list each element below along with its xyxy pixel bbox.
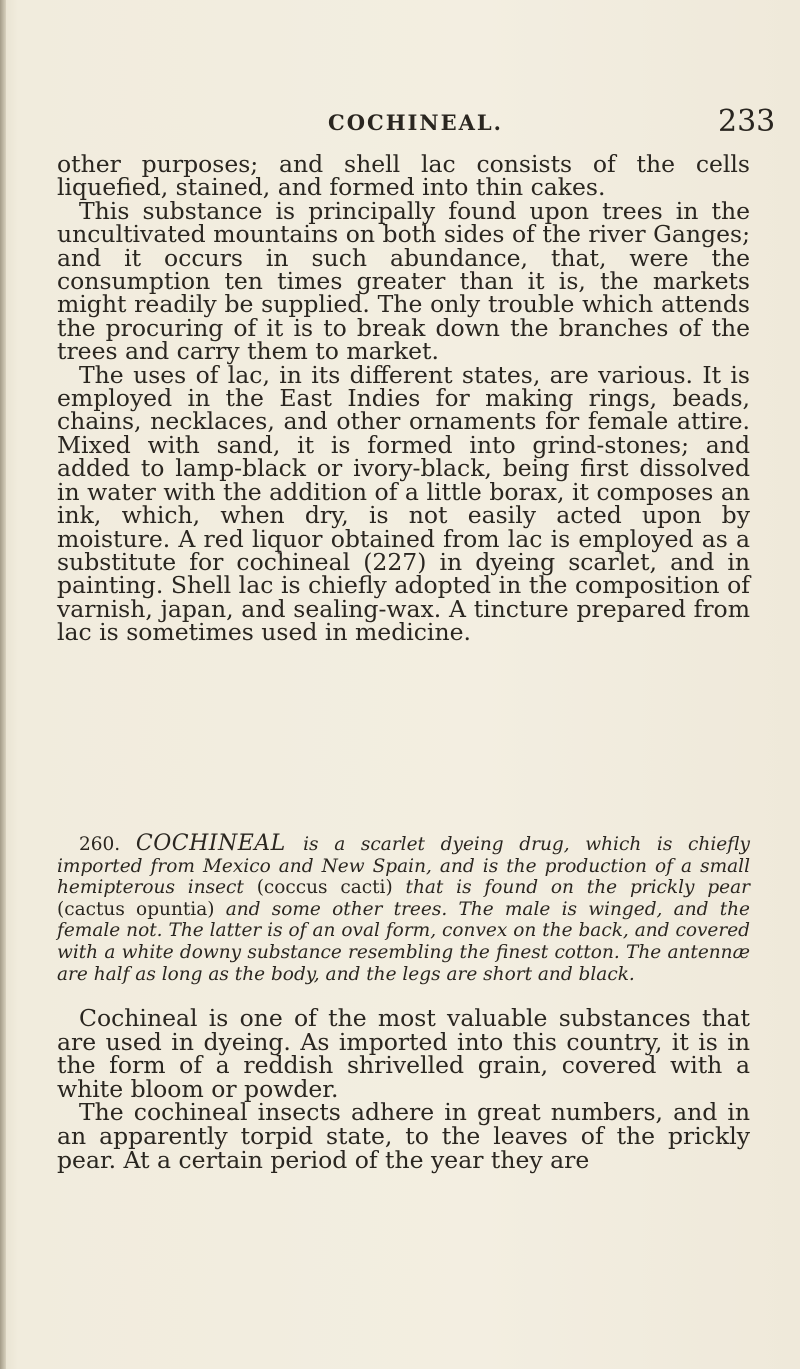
paragraph-cochineal-insects: The cochineal insects adhere in great numbers, and in an apparently torpid state, to the leaves of the prickly pear. At a certain period of the year they are bbox=[57, 1098, 750, 1174]
page-header bbox=[0, 104, 800, 140]
article-heading: COCHINEAL bbox=[135, 831, 304, 856]
page-number: 233 bbox=[718, 104, 776, 139]
article-latin-insect: (coccus cacti) bbox=[256, 877, 406, 899]
article-latin-plant: (cactus opuntia) bbox=[57, 898, 226, 920]
page-binding-edge bbox=[0, 0, 6, 1369]
article-text-1: is a scarlet dyeing drug, which is chiefly imported from Mexico and New Spain, and is the production of a small hemipterous insect bbox=[57, 834, 750, 899]
paragraph-lac-source: This substance is principally found upon trees in the uncultivated mountains on both sides of the river Ganges; and it occurs in such abundance, that, were the consumption ten times greater than it is, the markets might readily be supplied. The only trouble which attends the procuring of it is to break down the branches of the trees and carry them to market. bbox=[57, 196, 750, 366]
paragraph-lac-uses: The uses of lac, in its different states, are various. It is employed in the East Indies for making rings, beads, chains, necklaces, and other ornaments for female attire. Mixed with sand, it is formed into grind-stones; and added to lamp-black or ivory-black, being first dissolved in water with the addition of a little borax, it composes an ink, which, when dry, is not easily acted upon by moisture. A red liquor obtained from lac is employed as a substitute for cochineal (227) in dyeing scarlet, and in painting. Shell lac is chiefly adopted in the composition of varnish, japan, and sealing-wax. A tincture prepared from lac is sometimes used in medicine. bbox=[57, 360, 750, 647]
body-text-bottom bbox=[57, 1004, 750, 1174]
paragraph-continuation: other purposes; and shell lac consists of the cells liquefied, stained, and formed into thin cakes. bbox=[57, 150, 750, 202]
body-text-top bbox=[57, 150, 750, 647]
paragraph-cochineal-value: Cochineal is one of the most valuable substances that are used in dyeing. As imported into this country, it is in the form of a reddish shrivelled grain, covered with a white bloom or powder. bbox=[57, 1004, 750, 1103]
article-text-3: and some other trees. The male is winged, and the female not. The latter is of an oval form, convex on the back, and covered with a white downy substance resembling the finest cotton. The antennæ are half as long as the body, and the legs are short and black. bbox=[57, 898, 750, 985]
article-number: 260. bbox=[79, 834, 136, 855]
article-260 bbox=[57, 833, 750, 985]
article-text-2: that is found on the prickly pear bbox=[405, 877, 750, 899]
running-head: COCHINEAL. bbox=[328, 110, 503, 135]
